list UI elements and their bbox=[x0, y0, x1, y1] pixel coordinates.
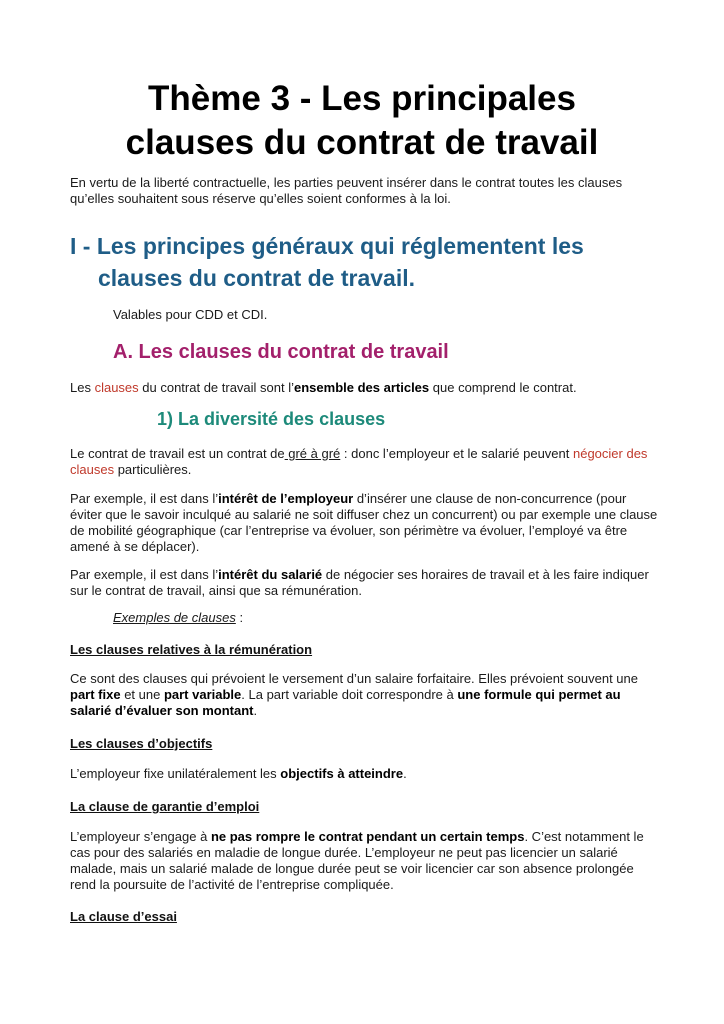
bold-text: ne pas rompre le contrat pendant un certain temps bbox=[210, 829, 525, 844]
clause-essai-heading: La clause d’essai bbox=[70, 909, 177, 924]
text-run: Le contrat de travail est un contrat de bbox=[70, 446, 285, 461]
examples-label-text: Exemples de clauses bbox=[113, 610, 236, 625]
subsection-1-heading: 1) La diversité des clauses bbox=[157, 409, 386, 429]
text-run: L’employeur fixe unilatéralement les bbox=[70, 766, 281, 781]
section-1-heading-line-1: I - Les principes généraux qui réglementent les bbox=[70, 233, 584, 259]
bold-text: une formule qui permet au salarié d’évaluer son montant bbox=[70, 687, 621, 718]
highlight-text: négocier des clauses bbox=[70, 446, 648, 477]
text-run: particulières. bbox=[114, 462, 192, 477]
bold-text: ensemble des articles bbox=[294, 380, 430, 395]
subsection-1-paragraph-1 bbox=[70, 446, 660, 478]
text-run: du contrat de travail sont l’ bbox=[138, 380, 295, 395]
subsection-1-paragraph-2 bbox=[70, 491, 660, 555]
text-run: Par exemple, il est dans l’ bbox=[70, 567, 219, 582]
clause-garantie-heading: La clause de garantie d’emploi bbox=[70, 799, 260, 814]
clause-objectifs-heading: Les clauses d’objectifs bbox=[70, 736, 213, 751]
text-run: L’employeur s’engage à bbox=[70, 829, 211, 844]
text-run: Par exemple, il est dans l’ bbox=[70, 491, 219, 506]
bold-text: part fixe bbox=[70, 687, 121, 702]
text-run: que comprend le contrat. bbox=[429, 380, 577, 395]
section-1-heading-line-2: clauses du contrat de travail. bbox=[98, 265, 416, 291]
text-run: Les bbox=[70, 380, 95, 395]
underlined-text: gré à gré bbox=[284, 446, 341, 461]
section-a-heading: A. Les clauses du contrat de travail bbox=[113, 341, 449, 363]
text-run: Ce sont des clauses qui prévoient le versement d’un salaire forfaitaire. Elles prévoient souvent une bbox=[70, 671, 638, 686]
page-title bbox=[0, 77, 724, 165]
section-a-paragraph bbox=[70, 380, 660, 396]
title-line-2: clauses du contrat de travail bbox=[125, 123, 599, 162]
clause-remuneration-paragraph bbox=[70, 671, 660, 719]
bold-text: objectifs à atteindre bbox=[280, 766, 404, 781]
intro-paragraph: En vertu de la liberté contractuelle, les parties peuvent insérer dans le contrat toutes les clauses qu’elles souhaitent sous réserve qu’elles soient conformes à la loi. bbox=[70, 175, 623, 206]
title-line-1: Thème 3 - Les principales bbox=[148, 79, 576, 118]
section-1-note: Valables pour CDD et CDI. bbox=[113, 307, 268, 322]
clause-remuneration-heading: Les clauses relatives à la rémunération bbox=[70, 642, 313, 657]
text-run: . bbox=[403, 766, 407, 781]
text-run: : donc l’employeur et le salarié peuvent bbox=[340, 446, 573, 461]
section-1-heading bbox=[70, 230, 670, 294]
text-run: . C’est notamment le cas pour des salariés en maladie de longue durée. L’employeur ne peut pas licencier un salarié malade, mais un salarié malade de longue durée peut se voir licencier car son absence prolongée rend la poursuite de l’activité de l’entreprise compliquée. bbox=[70, 829, 644, 892]
text-run: . La part variable doit correspondre à bbox=[241, 687, 458, 702]
bold-text: part variable bbox=[163, 687, 242, 702]
highlight-text: clauses bbox=[94, 380, 139, 395]
text-run: : bbox=[235, 610, 244, 625]
examples-label bbox=[113, 610, 243, 626]
bold-text: intérêt de l’employeur bbox=[218, 491, 354, 506]
text-run: d’insérer une clause de non-concurrence (pour éviter que le savoir inculqué au salarié ne soit diffuser chez un concurrent) ou par exemple une clause de mobilité géographique (car l’entreprise va évoluer, son périmètre va évoluer, l’employé va être amené à se déplacer). bbox=[70, 491, 658, 554]
text-run: de négocier ses horaires de travail et à les faire indiquer sur le contrat de travail, ainsi que sa rémunération. bbox=[70, 567, 649, 598]
text-run: et une bbox=[120, 687, 164, 702]
subsection-1-paragraph-3 bbox=[70, 567, 660, 599]
bold-text: intérêt du salarié bbox=[218, 567, 323, 582]
text-run: . bbox=[253, 703, 258, 718]
clause-objectifs-paragraph bbox=[70, 766, 660, 782]
clause-garantie-paragraph bbox=[70, 829, 660, 893]
